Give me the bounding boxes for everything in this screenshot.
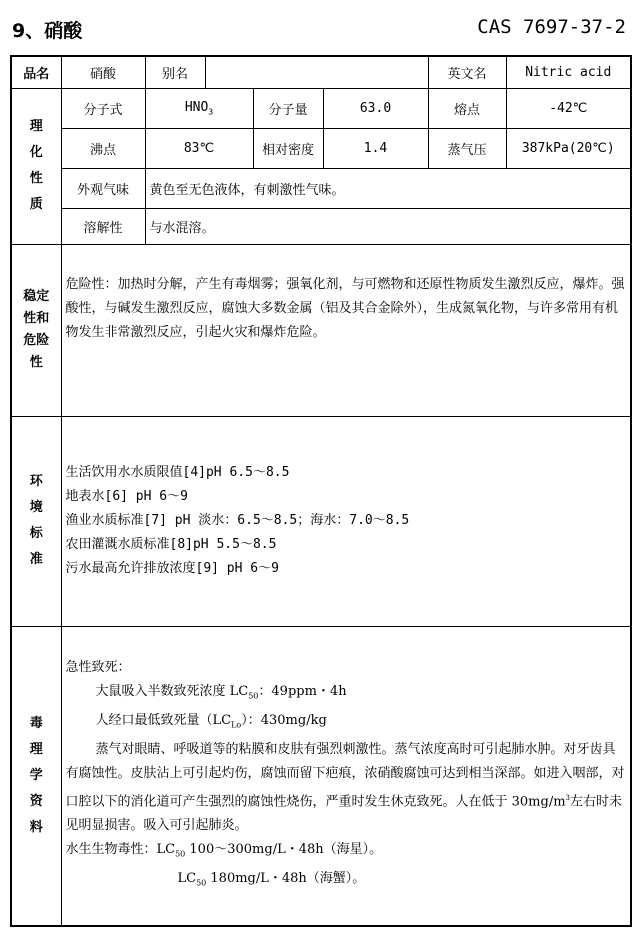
page-title: 9、硝酸 <box>12 20 83 42</box>
phys-row-1 <box>11 88 631 128</box>
toxicology-row <box>11 626 631 926</box>
alias-label: 别名 <box>145 56 205 88</box>
formula-value: $HNO_3$ <box>145 88 253 128</box>
toxicology-text <box>61 626 631 926</box>
name-label: 品名 <box>11 56 61 88</box>
phys-row-2 <box>11 128 631 168</box>
name-row <box>11 56 631 88</box>
env-line: 渔业水质标准[7] pH 淡水：6.5～8.5；海水：7.0～8.5 <box>65 513 410 528</box>
solubility-label: 溶解性 <box>61 208 145 244</box>
vp-label: 蒸气压 <box>428 128 506 168</box>
aquatic-toxicity-2: $LC_{50}$ 180mg/L・48h（海蟹）。 <box>177 870 366 888</box>
human-lclo: 人经口最低致死量$(LC_{Lo})$：430mg/kg <box>95 712 327 730</box>
name-value: 硝酸 <box>61 56 145 88</box>
env-line: 地表水[6] pH 6～9 <box>65 489 188 504</box>
phys-row-4 <box>11 208 631 244</box>
appearance-label: 外观气味 <box>61 168 145 208</box>
formula-label: 分子式 <box>61 88 145 128</box>
mp-value: -42℃ <box>506 88 631 128</box>
env-line: 污水最高允许排放浓度[9] pH 6～9 <box>65 561 279 576</box>
bp-value: 83℃ <box>145 128 253 168</box>
chemical-data-sheet <box>10 55 632 927</box>
stability-text: 危险性：加热时分解，产生有毒烟雾；强氧化剂，与可燃物和还原性物质发生激烈反应，爆炸。强酸性，与碱发生激烈反应，腐蚀大多数金属（铝及其合金除外），生成氮氧化物，与许多常用有机物发生非常激烈反应，引起火灾和爆炸危险。 <box>61 244 631 416</box>
acute-title: 急性致死： <box>65 660 131 676</box>
mw-label: 分子量 <box>253 88 323 128</box>
density-label: 相对密度 <box>253 128 323 168</box>
english-name-label: 英文名 <box>428 56 506 88</box>
environment-section-label: 环 境 标 准 <box>11 416 61 626</box>
page-header <box>12 16 626 50</box>
env-line: 农田灌溉水质标准[8]pH 5.5～8.5 <box>65 537 277 552</box>
cas-number: CAS 7697-37-2 <box>477 16 626 38</box>
solubility-value: 与水混溶。 <box>145 208 631 244</box>
phys-section-label: 理 化 性 质 <box>11 88 61 244</box>
phys-row-3 <box>11 168 631 208</box>
mw-value: 63.0 <box>323 88 428 128</box>
bp-label: 沸点 <box>61 128 145 168</box>
toxic-effects: 蒸气对眼睛、呼吸道等的粘膜和皮肤有强烈刺激性。蒸气浓度高时可引起肺水肿。对牙齿具有腐蚀性。皮肤沾上可引起灼伤，腐蚀而留下疤痕，浓硝酸腐蚀可达到相当深部。如进入咽部，对口腔以下的消化道可产生强烈的腐蚀性烧伤，严重时发生休克致死。人在低于 $30mg/m^3$左右时未见明显损害。吸入可引起肺炎。 <box>65 741 625 833</box>
appearance-value: 黄色至无色液体，有刺激性气味。 <box>145 168 631 208</box>
rat-lc50: 大鼠吸入半数致死浓度 $LC_{50}$：49ppm・4h <box>95 684 347 701</box>
environment-row <box>11 416 631 626</box>
aquatic-toxicity: 水生生物毒性：$LC_{50}$ 100～300mg/L・48h（海星）。 <box>65 841 383 859</box>
english-name-value: Nitric acid <box>506 56 631 88</box>
alias-value <box>205 56 428 88</box>
stability-section-label: 稳定 性和 危险 性 <box>11 244 61 416</box>
toxicology-section-label: 毒 理 学 资 料 <box>11 626 61 926</box>
vp-value: 387kPa(20℃) <box>506 128 631 168</box>
environment-standards <box>61 416 631 626</box>
density-value: 1.4 <box>323 128 428 168</box>
mp-label: 熔点 <box>428 88 506 128</box>
stability-row <box>11 244 631 416</box>
env-line: 生活饮用水水质限值[4]pH 6.5～8.5 <box>65 465 290 480</box>
